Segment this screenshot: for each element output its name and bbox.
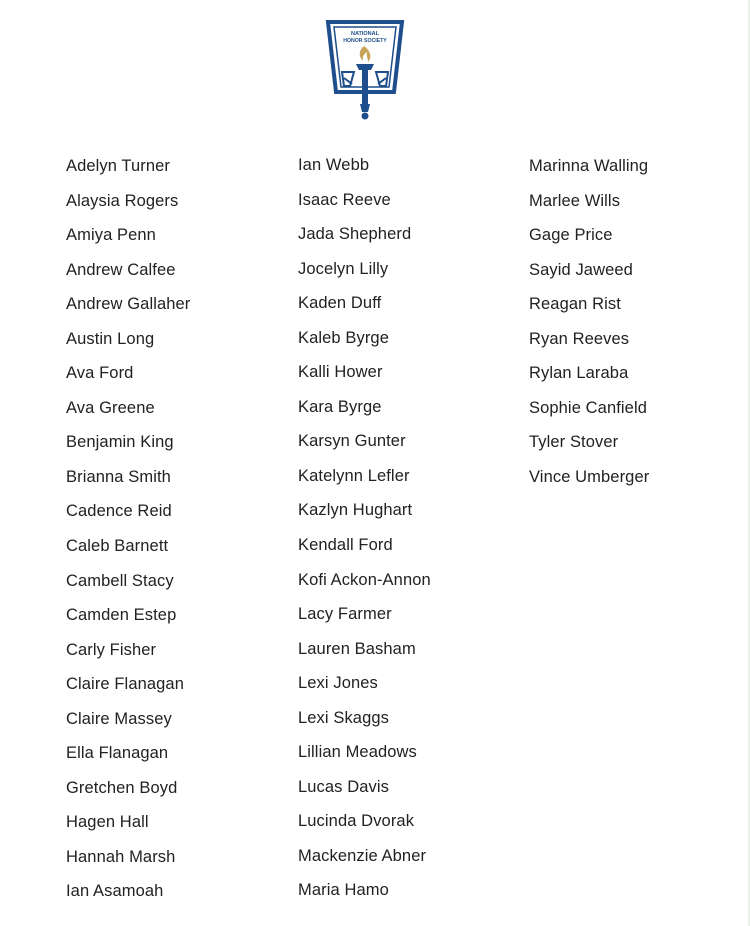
member-name: Claire Flanagan [66, 675, 184, 694]
member-name: Kalli Hower [298, 363, 383, 382]
name-column-2 [298, 155, 431, 915]
member-name: Andrew Gallaher [66, 295, 191, 314]
member-name: Maria Hamo [298, 881, 389, 900]
member-name: Camden Estep [66, 606, 177, 625]
national-honor-society-logo [324, 18, 406, 122]
member-name: Ian Webb [298, 156, 370, 174]
member-name: Sophie Canfield [529, 398, 647, 417]
member-name: Lexi Jones [298, 674, 378, 693]
member-name: Adelyn Turner [66, 157, 171, 175]
nhs-emblem-icon [324, 18, 406, 122]
member-name: Vince Umberger [529, 467, 650, 486]
member-name: Brianna Smith [66, 467, 171, 486]
member-name: Katelynn Lefler [298, 466, 410, 485]
member-name: Alaysia Rogers [66, 191, 179, 210]
member-name: Marinna Walling [529, 157, 649, 175]
member-name: Kaden Duff [298, 294, 382, 313]
member-name: Jocelyn Lilly [298, 259, 389, 278]
member-name: Ian Asamoah [66, 882, 164, 901]
name-column-1 [66, 156, 190, 916]
member-name: Gage Price [529, 226, 613, 245]
member-name: Cadence Reid [66, 502, 172, 521]
member-name: Tyler Stover [529, 433, 619, 452]
member-name: Hannah Marsh [66, 847, 176, 866]
member-name: Lucas Davis [298, 777, 389, 796]
member-name: Gretchen Boyd [66, 778, 178, 797]
member-name: Hagen Hall [66, 813, 149, 832]
name-column-3 [529, 156, 649, 501]
member-name: Ava Greene [66, 398, 155, 417]
member-name: Karsyn Gunter [298, 432, 406, 451]
member-name: Cambell Stacy [66, 571, 174, 590]
member-name: Amiya Penn [66, 226, 156, 245]
member-name: Rylan Laraba [529, 364, 629, 383]
member-name: Kofi Ackon-Annon [298, 570, 431, 589]
member-name: Reagan Rist [529, 295, 621, 314]
member-name: Isaac Reeve [298, 190, 391, 209]
member-name: Ava Ford [66, 364, 134, 383]
member-name: Kaleb Byrge [298, 328, 389, 347]
member-name: Benjamin King [66, 433, 174, 452]
member-name: Lauren Basham [298, 639, 416, 658]
member-name: Kara Byrge [298, 397, 382, 416]
member-name: Kazlyn Hughart [298, 501, 413, 520]
member-name: Lillian Meadows [298, 743, 417, 762]
member-name: Ella Flanagan [66, 744, 169, 763]
member-name: Lucinda Dvorak [298, 812, 415, 831]
member-name: Carly Fisher [66, 640, 157, 659]
member-name: Austin Long [66, 329, 155, 348]
member-name: Mackenzie Abner [298, 846, 427, 865]
member-name: Lacy Farmer [298, 605, 392, 624]
member-name: Ryan Reeves [529, 329, 630, 348]
logo-text-line2: HONOR SOCIETY [343, 38, 387, 44]
member-name: Sayid Jaweed [529, 260, 633, 279]
member-name: Caleb Barnett [66, 537, 169, 556]
logo-text-line1: NATIONAL [350, 31, 380, 37]
member-name: Lexi Skaggs [298, 708, 389, 727]
member-name: Claire Massey [66, 709, 172, 728]
member-name: Kendall Ford [298, 536, 393, 555]
member-name: Marlee Wills [529, 191, 621, 210]
member-name: Jada Shepherd [298, 225, 412, 244]
member-name: Andrew Calfee [66, 260, 176, 279]
